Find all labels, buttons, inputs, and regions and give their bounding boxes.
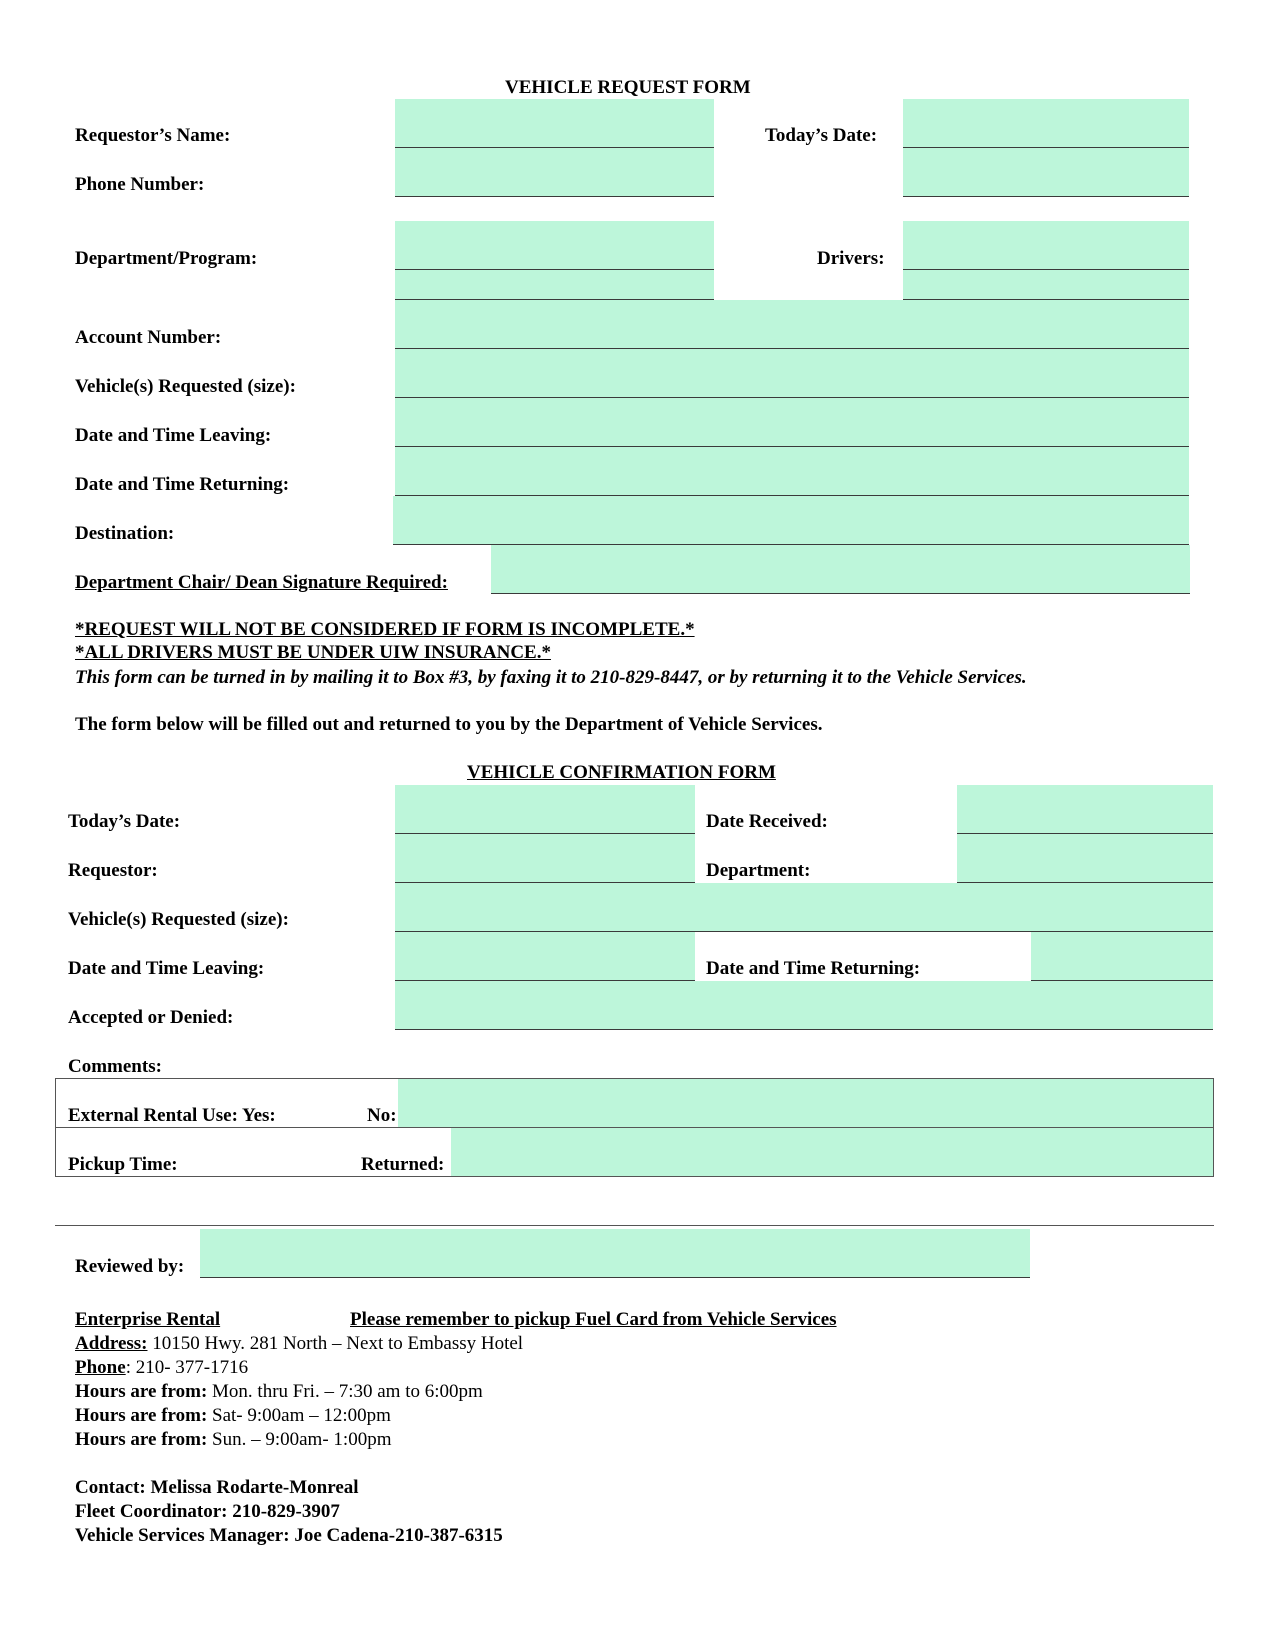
incomplete-notice: *REQUEST WILL NOT BE CONSIDERED IF FORM IS INCOMPLETE.* [75,619,695,640]
hours-value: Mon. thru Fri. – 7:30 am to 6:00pm [207,1381,483,1402]
manager-line: Vehicle Services Manager: Joe Cadena-210-387-6315 [75,1525,503,1546]
drivers-field-2[interactable] [903,270,1189,300]
date-received-label: Date Received: [706,811,828,832]
confirm-vehicles-label: Vehicle(s) Requested (size): [68,909,289,930]
date-time-returning-field[interactable] [395,447,1189,496]
date-time-leaving-label: Date and Time Leaving: [75,425,272,446]
request-extra-field[interactable] [903,148,1189,197]
section-divider [55,1225,1214,1226]
request-todays-date-label: Today’s Date: [765,125,878,146]
vehicles-requested-label: Vehicle(s) Requested (size): [75,376,296,397]
phone-number-field[interactable] [395,148,714,197]
hours-label: Hours are from: [75,1429,208,1450]
confirm-todays-date-field[interactable] [395,785,695,834]
address-label: Address: [75,1333,148,1354]
enterprise-phone-label: Phone [75,1357,126,1378]
accepted-denied-label: Accepted or Denied: [68,1007,234,1028]
confirm-vehicles-field[interactable] [395,883,1213,932]
signature-label: Department Chair/ Dean Signature Required: [75,572,448,593]
hours-label: Hours are from: [75,1405,208,1426]
signature-field[interactable] [491,545,1190,594]
request-todays-date-field[interactable] [903,99,1189,148]
confirm-requestor-label: Requestor: [68,860,158,881]
department-program-field[interactable] [395,221,714,270]
enterprise-phone-value: : 210- 377-1716 [125,1357,249,1378]
hours-value: Sun. – 9:00am- 1:00pm [207,1429,392,1450]
below-form-info: The form below will be filled out and returned to you by the Department of Vehicle Services. [75,714,823,735]
destination-label: Destination: [75,523,175,544]
fleet-coordinator-line: Fleet Coordinator: 210-829-3907 [75,1501,340,1522]
vehicles-requested-field[interactable] [395,349,1189,398]
confirm-requestor-field[interactable] [395,834,695,883]
reviewed-by-field[interactable] [200,1229,1030,1278]
account-number-field[interactable] [395,300,1189,349]
department-program-label: Department/Program: [75,248,258,269]
accepted-denied-field[interactable] [395,981,1213,1030]
requestor-name-label: Requestor’s Name: [75,125,231,146]
contact-line: Contact: Melissa Rodarte-Monreal [75,1477,359,1498]
confirm-todays-date-label: Today’s Date: [68,811,181,832]
external-rental-label: External Rental Use: Yes: [68,1105,276,1126]
hours-value: Sat- 9:00am – 12:00pm [207,1405,391,1426]
confirm-department-field[interactable] [957,834,1213,883]
submit-info: This form can be turned in by mailing it to Box #3, by faxing it to 210-829-8447, or by returning it to the Vehicle Services. [75,667,1027,688]
confirm-leaving-field[interactable] [395,932,695,981]
returned-field[interactable] [451,1128,1213,1176]
phone-line [75,1356,248,1380]
destination-field[interactable] [393,496,1189,545]
enterprise-heading-line [75,1308,220,1332]
hours-line [75,1380,483,1404]
confirmation-form-title: VEHICLE CONFIRMATION FORM [467,762,776,783]
confirm-returning-label: Date and Time Returning: [706,958,921,979]
account-number-label: Account Number: [75,327,222,348]
insurance-notice: *ALL DRIVERS MUST BE UNDER UIW INSURANCE.* [75,642,551,663]
date-time-returning-label: Date and Time Returning: [75,474,290,495]
external-rental-no-label: No: [367,1105,397,1126]
requestor-name-field[interactable] [395,99,714,148]
hours-line [75,1404,391,1428]
enterprise-heading: Enterprise Rental [75,1309,221,1330]
reviewed-by-label: Reviewed by: [75,1256,185,1277]
department-program-field-2[interactable] [395,270,714,300]
date-received-field[interactable] [957,785,1213,834]
request-form-title: VEHICLE REQUEST FORM [505,77,751,98]
pickup-time-label: Pickup Time: [68,1154,178,1175]
external-rental-field[interactable] [398,1079,1213,1127]
confirm-department-label: Department: [706,860,811,881]
confirm-leaving-label: Date and Time Leaving: [68,958,265,979]
hours-label: Hours are from: [75,1381,208,1402]
fuel-card-note: Please remember to pickup Fuel Card from Vehicle Services [350,1309,837,1330]
drivers-field[interactable] [903,221,1189,270]
phone-number-label: Phone Number: [75,174,205,195]
comments-label: Comments: [68,1056,162,1077]
hours-line [75,1428,391,1452]
confirm-returning-field[interactable] [1031,932,1213,981]
returned-label: Returned: [361,1154,445,1175]
address-value: 10150 Hwy. 281 North – Next to Embassy Hotel [147,1333,524,1354]
drivers-label: Drivers: [817,248,885,269]
date-time-leaving-field[interactable] [395,398,1189,447]
address-line [75,1332,523,1356]
